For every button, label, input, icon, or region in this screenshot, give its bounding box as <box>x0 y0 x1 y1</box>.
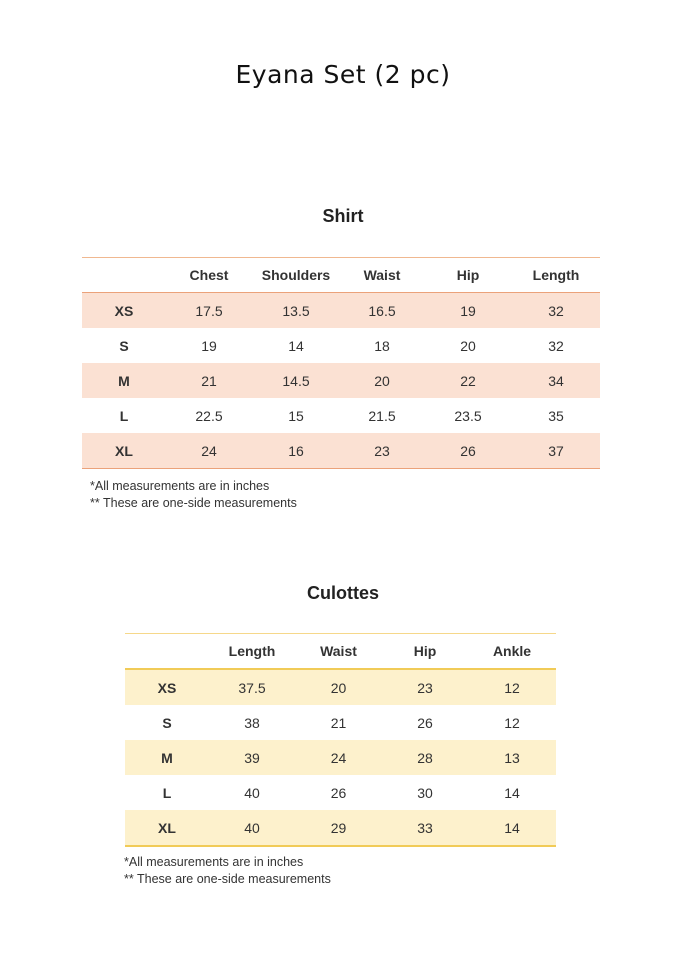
shirt-header-shoulders: Shoulders <box>261 267 331 283</box>
culottes-header-ankle: Ankle <box>492 643 532 659</box>
size-label: M <box>82 363 166 398</box>
table-cell: 14 <box>468 810 556 846</box>
table-row <box>125 810 556 846</box>
table-cell: 38 <box>244 714 260 731</box>
table-cell: 32 <box>512 293 600 329</box>
table-cell: 26 <box>330 784 347 801</box>
table-cell: 29 <box>295 810 382 846</box>
table-cell: 16.5 <box>340 293 424 329</box>
table-cell: 20 <box>340 363 424 398</box>
table-cell: 14 <box>504 784 520 801</box>
table-cell: 40 <box>209 810 295 846</box>
culottes-size-table <box>125 633 556 847</box>
shirt-size-table <box>82 257 600 469</box>
table-row <box>82 293 600 329</box>
table-cell: 24 <box>166 433 252 469</box>
table-cell: 23 <box>382 669 468 705</box>
size-label: L <box>162 784 172 801</box>
table-cell: 19 <box>424 293 512 329</box>
table-cell: 21.5 <box>368 407 396 424</box>
table-cell: 14 <box>288 337 304 354</box>
shirt-header-row <box>82 258 600 293</box>
shirt-header-hip: Hip <box>456 267 480 283</box>
table-cell: 24 <box>295 740 382 775</box>
table-cell: 37.5 <box>209 669 295 705</box>
size-label: L <box>119 407 129 424</box>
table-cell: 13 <box>468 740 556 775</box>
table-cell: 34 <box>512 363 600 398</box>
table-cell: 37 <box>512 433 600 469</box>
table-cell: 14.5 <box>252 363 340 398</box>
shirt-header-size <box>82 258 166 293</box>
culottes-header-waist: Waist <box>320 643 357 659</box>
shirt-section-title: Shirt <box>322 206 364 226</box>
table-cell: 18 <box>374 337 390 354</box>
size-label: XL <box>125 810 209 846</box>
note-line: ** These are one-side measurements <box>90 496 297 510</box>
note-line: *All measurements are in inches <box>124 855 304 869</box>
table-cell: 22.5 <box>195 407 223 424</box>
page-title: Eyana Set (2 pc) <box>235 60 451 89</box>
table-cell: 28 <box>382 740 468 775</box>
note-line: ** These are one-side measurements <box>124 872 331 886</box>
table-row <box>125 775 556 810</box>
table-row <box>125 705 556 740</box>
culottes-header-hip: Hip <box>413 643 437 659</box>
table-cell: 22 <box>424 363 512 398</box>
size-label: S <box>162 714 172 731</box>
table-cell: 20 <box>460 337 476 354</box>
table-row <box>82 363 600 398</box>
size-label: XS <box>82 293 166 329</box>
table-cell: 13.5 <box>252 293 340 329</box>
table-cell: 26 <box>424 433 512 469</box>
shirt-notes <box>90 478 297 512</box>
culottes-notes <box>124 854 331 888</box>
table-cell: 17.5 <box>166 293 252 329</box>
size-label: XS <box>125 669 209 705</box>
table-cell: 21 <box>166 363 252 398</box>
table-cell: 39 <box>209 740 295 775</box>
table-row <box>82 398 600 433</box>
size-label: XL <box>82 433 166 469</box>
shirt-header-waist: Waist <box>363 267 401 283</box>
culottes-header-row <box>125 634 556 670</box>
table-row <box>82 433 600 469</box>
size-label: S <box>119 337 129 354</box>
culottes-section-title: Culottes <box>307 583 379 603</box>
table-cell: 20 <box>295 669 382 705</box>
table-cell: 21 <box>330 714 347 731</box>
table-cell: 12 <box>468 669 556 705</box>
table-row <box>82 328 600 363</box>
table-cell: 30 <box>417 784 433 801</box>
table-cell: 32 <box>548 337 564 354</box>
table-cell: 19 <box>201 337 217 354</box>
table-cell: 33 <box>382 810 468 846</box>
table-cell: 16 <box>252 433 340 469</box>
culottes-header-size <box>125 634 209 670</box>
table-row <box>125 740 556 775</box>
table-row <box>125 669 556 705</box>
shirt-header-length: Length <box>532 267 580 283</box>
culottes-header-length: Length <box>228 643 276 659</box>
table-cell: 23.5 <box>454 407 482 424</box>
table-cell: 23 <box>340 433 424 469</box>
shirt-header-chest: Chest <box>189 267 229 283</box>
table-cell: 40 <box>244 784 260 801</box>
table-cell: 35 <box>548 407 564 424</box>
table-cell: 15 <box>288 407 304 424</box>
table-cell: 12 <box>504 714 520 731</box>
size-label: M <box>125 740 209 775</box>
note-line: *All measurements are in inches <box>90 479 270 493</box>
table-cell: 26 <box>417 714 433 731</box>
